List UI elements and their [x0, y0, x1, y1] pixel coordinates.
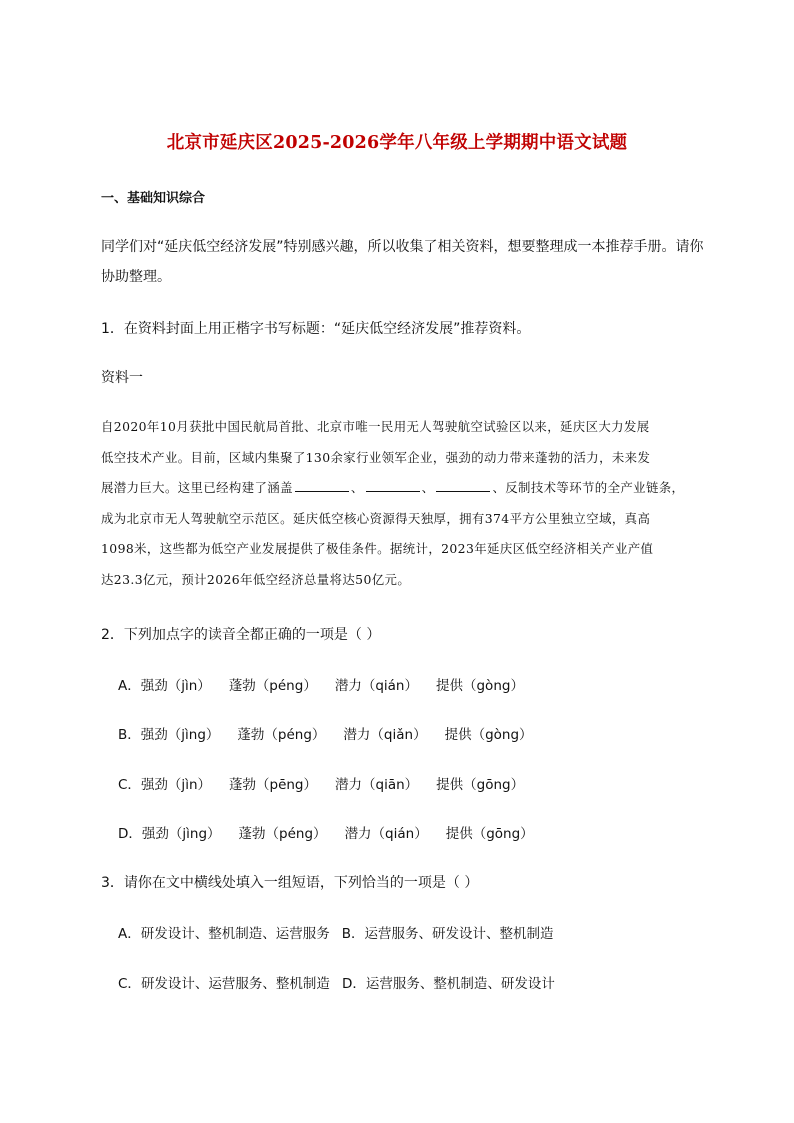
fill-blank-2	[366, 479, 420, 492]
passage-line: 达23.3亿元，预计2026年低空经济总量将达50亿元。	[101, 571, 411, 587]
option-item: 潜力（qiān）	[335, 777, 419, 793]
option-text: 研发设计、整机制造、运营服务	[140, 926, 330, 942]
option-label: B．	[118, 727, 141, 743]
passage-text: 展潜力巨大。这里已经构建了涵盖	[101, 480, 293, 495]
passage-line: 成为北京市无人驾驶航空示范区。延庆低空核心资源得天独厚，拥有374平方公里独立空域，真高	[101, 510, 651, 526]
option-label: B．	[341, 926, 365, 942]
option-label: A．	[118, 678, 141, 694]
option-item: 潜力（qián）	[344, 826, 428, 842]
fill-blank-3	[436, 479, 490, 492]
material-passage	[101, 412, 701, 595]
q3-options-row-1	[118, 922, 554, 942]
option-item: 蓬勃（péng）	[228, 678, 317, 694]
material-label: 资料一	[101, 370, 143, 386]
question-2-stem: 2．下列加点字的读音全都正确的一项是（ ）	[101, 627, 381, 643]
q2-option-a	[118, 674, 524, 694]
option-label: C．	[118, 777, 141, 793]
passage-text: 、反制技术等环节的全产业链条，	[492, 480, 685, 495]
option-item: 潜力（qián）	[334, 678, 418, 694]
intro-line-2: 协助整理。	[101, 269, 171, 285]
option-item: 提供（gòng）	[435, 678, 524, 694]
question-1: 1．在资料封面上用正楷字书写标题：“延庆低空经济发展”推荐资料。	[101, 321, 531, 337]
option-item: 提供（gōng）	[436, 777, 525, 793]
option-item: 蓬勃（péng）	[237, 727, 326, 743]
option-item: 蓬勃（péng）	[238, 826, 327, 842]
q2-option-b	[118, 723, 533, 743]
passage-text: 、	[350, 480, 364, 495]
option-item: 强劲（jìng）	[140, 727, 220, 743]
passage-text: 、	[421, 480, 435, 495]
option-text: 运营服务、整机制造、研发设计	[365, 976, 555, 992]
option-item: 潜力（qiǎn）	[343, 727, 427, 743]
option-item: 提供（gòng）	[444, 727, 533, 743]
question-3-stem: 3．请你在文中横线处填入一组短语，下列恰当的一项是（ ）	[101, 875, 479, 891]
option-item: 强劲（jìng）	[141, 826, 221, 842]
exam-title: 北京市延庆区2025-2026学年八年级上学期期中语文试题	[166, 133, 628, 153]
option-text: 研发设计、运营服务、整机制造	[140, 976, 330, 992]
passage-line: 低空技术产业。目前，区域内集聚了130余家行业领军企业，强劲的动力带来蓬勃的活力，未来发	[101, 449, 651, 465]
passage-line: 1098米，这些都为低空产业发展提供了极佳条件。据统计，2023年延庆区低空经济相关产业产值	[101, 541, 654, 556]
option-item: 蓬勃（pēng）	[229, 777, 318, 793]
section-heading: 一、基础知识综合	[101, 191, 206, 206]
q2-option-d	[118, 822, 534, 842]
option-label: A．	[118, 926, 141, 942]
option-item: 强劲（jìn）	[140, 678, 211, 694]
option-label: D．	[118, 826, 142, 842]
option-label: D．	[341, 976, 366, 992]
intro-line-1: 同学们对“延庆低空经济发展”特别感兴趣，所以收集了相关资料，想要整理成一本推荐手册。请你	[101, 239, 704, 255]
fill-blank-1	[295, 479, 349, 492]
passage-line-with-blanks	[101, 473, 701, 504]
option-item: 提供（gōng）	[445, 826, 534, 842]
q3-options-row-2	[118, 972, 555, 992]
option-text: 运营服务、研发设计、整机制造	[364, 926, 554, 942]
option-label: C．	[118, 976, 141, 992]
option-item: 强劲（jìn）	[140, 777, 211, 793]
passage-line: 自2020年10月获批中国民航局首批、北京市唯一民用无人驾驶航空试验区以来，延庆区大力发展	[101, 419, 650, 434]
q2-option-c	[118, 773, 524, 793]
